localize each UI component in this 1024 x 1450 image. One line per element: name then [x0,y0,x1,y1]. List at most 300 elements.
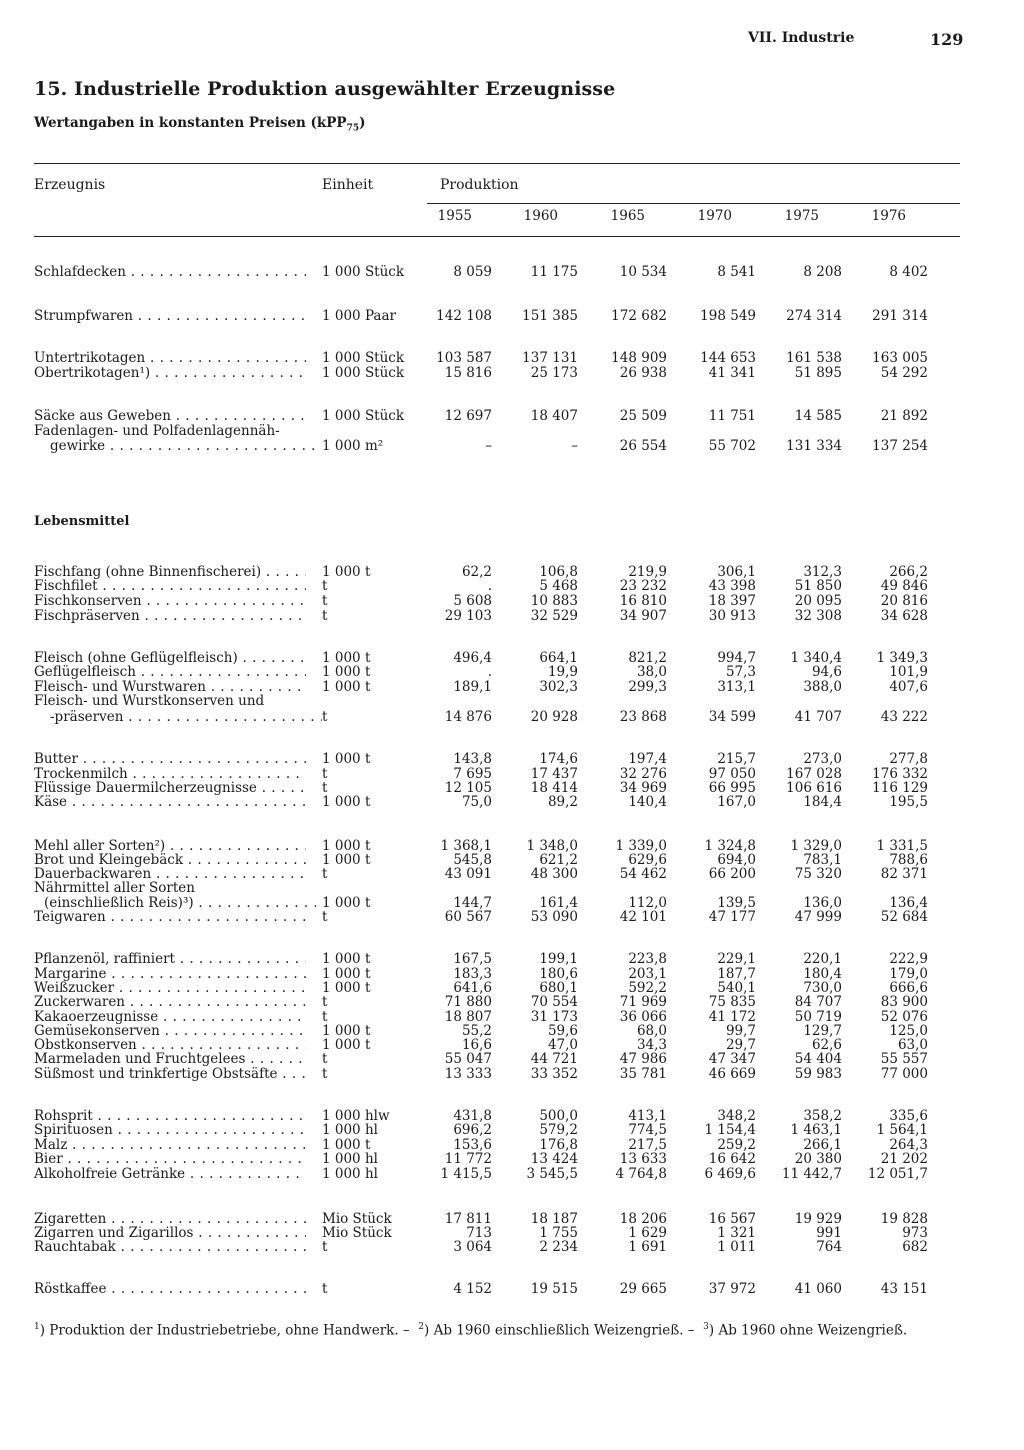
row-value-1975: 388,0 [803,679,842,695]
row-unit: 1 000 t [322,966,371,982]
row-product-name: Margarine . . . [34,966,306,982]
table-row [0,264,1024,280]
row-unit: 1 000 hl [322,1122,378,1138]
row-value-1970: 540,1 [717,980,756,996]
table-row [0,1166,1024,1182]
row-value-1955: 12 697 [444,408,492,424]
row-value-1960: 47,0 [547,1037,578,1053]
row-product-name: Flüssige Dauermilcherzeugnisse . . . [34,780,306,796]
row-value-1976: 77 000 [880,1066,928,1082]
row-value-1960: 70 554 [530,994,578,1010]
row-value-1965: 140,4 [628,794,667,810]
row-value-1970: 694,0 [717,852,756,868]
row-value-1970: 6 469,6 [704,1166,756,1182]
row-value-1955: 431,8 [453,1108,492,1124]
row-unit: 1 000 t [322,1037,371,1053]
row-value-1960: 151 385 [522,308,578,324]
row-value-1976: 125,0 [889,1023,928,1039]
row-value-1970: 1 154,4 [704,1122,756,1138]
table-row [0,909,1024,925]
table-row [0,438,1024,454]
footnotes: $^1$) Produktion der Industriebetriebe, ohne Handwerk. – $^2$) Ab 1960 einschließlich Weizengrieß. – $^3$) Ab 1960 ohne Weizengrieß. [34,1322,908,1339]
row-value-1960: 18 414 [530,780,578,796]
row-value-1960: 180,6 [539,966,578,982]
row-value-1976: 335,6 [889,1108,928,1124]
row-value-1975: 11 442,7 [781,1166,842,1182]
row-value-1976: 54 292 [880,365,928,381]
column-header-unit: Einheit [322,177,374,193]
row-product-name: Zigarren und Zigarillos . . . [34,1225,306,1241]
row-value-1955: 5 608 [453,593,492,609]
header-bottom-rule [34,236,960,237]
year-1955: 1955 [437,208,472,224]
row-value-1975: 180,4 [803,966,842,982]
row-value-1975: 312,3 [803,564,842,580]
row-value-1955: 43 091 [444,866,492,882]
row-product-name: Bier . . . [34,1151,306,1167]
row-value-1975: 51 895 [794,365,842,381]
row-product-name: Fleisch- und Wurstwaren . . . [34,679,306,695]
year-1960: 1960 [523,208,558,224]
row-value-1976: 63,0 [897,1037,928,1053]
row-value-1960: 11 175 [530,264,578,280]
row-product-name: Geflügelfleisch . . . [34,664,306,680]
row-value-1975: 20 380 [794,1151,842,1167]
footnote-3: Ab 1960 ohne Weizengrieß. [718,1322,908,1339]
row-value-1970: 348,2 [717,1108,756,1124]
row-value-1960: 20 928 [530,709,578,725]
row-value-1970: 144 653 [700,350,756,366]
row-product-name: Süßmost und trinkfertige Obstsäfte . . . [34,1066,306,1082]
row-unit: 1 000 t [322,951,371,967]
row-value-1975: 220,1 [803,951,842,967]
row-value-1965: 223,8 [628,951,667,967]
row-unit: 1 000 hl [322,1151,378,1167]
row-value-1970: 8 541 [717,264,756,280]
row-value-1976: 264,3 [889,1137,928,1153]
row-value-1970: 66 995 [708,780,756,796]
row-value-1976: 136,4 [889,895,928,911]
row-value-1976: 1 564,1 [876,1122,928,1138]
table-row [0,423,1024,439]
row-product-name: Spirituosen . . . [34,1122,306,1138]
row-value-1975: 32 308 [794,608,842,624]
row-value-1976: 163 005 [872,350,928,366]
row-value-1955: 60 567 [444,909,492,925]
row-value-1976: 291 314 [872,308,928,324]
row-value-1960: 18 187 [530,1211,578,1227]
row-unit: t [322,709,328,725]
row-unit: t [322,1281,328,1297]
row-unit: t [322,1066,328,1082]
row-product-name: Fleisch- und Wurstkonserven und [34,693,265,709]
footnote-mark-1: 1 [34,1322,40,1332]
row-value-1965: 54 462 [619,866,667,882]
row-value-1970: 215,7 [717,751,756,767]
row-value-1970: 47 177 [708,909,756,925]
row-value-1970: 1 324,8 [704,838,756,854]
row-value-1976: 43 222 [880,709,928,725]
running-head: VII. Industrie [748,30,855,46]
row-value-1976: 52 076 [880,1009,928,1025]
row-value-1965: 148 909 [611,350,667,366]
row-product-name: Butter . . . [34,751,306,767]
row-value-1960: 19,9 [547,664,578,680]
row-value-1955: 143,8 [453,751,492,767]
row-product-name: Fischfilet . . . [34,578,306,594]
row-value-1955: 29 103 [444,608,492,624]
row-value-1955: 7 695 [453,766,492,782]
table-row [0,578,1024,594]
row-value-1965: 172 682 [611,308,667,324]
row-value-1970: 187,7 [717,966,756,982]
row-value-1976: 55 557 [880,1051,928,1067]
row-value-1970: 41 341 [708,365,756,381]
row-product-name: Röstkaffee . . . [34,1281,306,1297]
row-value-1960: 19 515 [530,1281,578,1297]
year-1970: 1970 [697,208,732,224]
row-product-name: Fischpräserven . . . [34,608,306,624]
row-value-1970: 18 397 [708,593,756,609]
row-value-1970: 994,7 [717,650,756,666]
row-unit: 1 000 t [322,679,371,695]
row-value-1955: – [485,438,492,454]
row-value-1960: 3 545,5 [526,1166,578,1182]
row-value-1965: 197,4 [628,751,667,767]
row-value-1975: 136,0 [803,895,842,911]
table-row [0,794,1024,810]
row-value-1960: 89,2 [547,794,578,810]
row-value-1955: 16,6 [461,1037,492,1053]
row-value-1976: 195,5 [889,794,928,810]
row-product-name: Kakaoerzeugnisse . . . [34,1009,306,1025]
row-value-1975: 730,0 [803,980,842,996]
row-value-1960: 13 424 [530,1151,578,1167]
row-value-1960: 5 468 [539,578,578,594]
row-value-1970: 99,7 [725,1023,756,1039]
row-product-name: Obertrikotagen¹) . . . [34,365,306,381]
row-value-1976: 682 [902,1239,928,1255]
row-unit: t [322,1009,328,1025]
row-value-1975: 94,6 [811,664,842,680]
row-value-1965: 26 554 [619,438,667,454]
row-value-1965: 35 781 [619,1066,667,1082]
row-product-name: Malz . . . [34,1137,306,1153]
table-row [0,1151,1024,1167]
row-unit: 1 000 t [322,650,371,666]
row-unit: 1 000 Stück [322,408,405,424]
row-value-1976: 21 202 [880,1151,928,1167]
row-value-1976: 407,6 [889,679,928,695]
row-product-name: Gemüsekonserven . . . [34,1023,306,1039]
row-value-1975: 51 850 [794,578,842,594]
row-value-1970: 16 642 [708,1151,756,1167]
row-product-name: Zigaretten . . . [34,1211,306,1227]
year-1975: 1975 [784,208,819,224]
row-value-1975: 274 314 [786,308,842,324]
row-product-name: Säcke aus Geweben . . . [34,408,306,424]
row-product-name: Fadenlagen- und Polfadenlagennäh- [34,423,280,439]
row-value-1970: 1 011 [717,1239,756,1255]
row-value-1970: 313,1 [717,679,756,695]
row-unit: t [322,866,328,882]
row-value-1976: 34 628 [880,608,928,624]
row-unit: 1 000 Paar [322,308,396,324]
table-row [0,751,1024,767]
row-value-1975: 358,2 [803,1108,842,1124]
row-value-1955: 71 880 [444,994,492,1010]
row-product-name: Fleisch (ohne Geflügelfleisch) . . . [34,650,306,666]
table-row [0,593,1024,609]
row-value-1975: 129,7 [803,1023,842,1039]
row-value-1975: 106 616 [786,780,842,796]
row-unit: 1 000 t [322,794,371,810]
row-unit: 1 000 t [322,751,371,767]
row-value-1975: 184,4 [803,794,842,810]
production-subrule [427,203,960,204]
row-value-1976: 82 371 [880,866,928,882]
row-value-1975: 1 329,0 [790,838,842,854]
row-value-1976: 43 151 [880,1281,928,1297]
row-value-1955: 11 772 [444,1151,492,1167]
table-row [0,1239,1024,1255]
row-value-1960: 680,1 [539,980,578,996]
table-row [0,1122,1024,1138]
year-1976: 1976 [871,208,906,224]
row-unit: t [322,909,328,925]
row-value-1955: 189,1 [453,679,492,695]
row-product-name: Nährmittel aller Sorten [34,880,195,896]
row-value-1970: 29,7 [725,1037,756,1053]
row-value-1965: 413,1 [628,1108,667,1124]
table-row [0,350,1024,366]
row-value-1975: 167 028 [786,766,842,782]
row-value-1965: 629,6 [628,852,667,868]
row-value-1976: 179,0 [889,966,928,982]
row-value-1955: 696,2 [453,1122,492,1138]
row-value-1965: 29 665 [619,1281,667,1297]
row-unit: 1 000 t [322,852,371,868]
row-value-1955: 55 047 [444,1051,492,1067]
row-value-1960: 2 234 [539,1239,578,1255]
row-value-1965: 112,0 [628,895,667,911]
row-value-1975: 266,1 [803,1137,842,1153]
row-value-1965: 13 633 [619,1151,667,1167]
subtitle-subscript: 75 [346,123,360,134]
row-value-1970: 66 200 [708,866,756,882]
row-value-1975: 991 [816,1225,842,1241]
row-value-1975: 59 983 [794,1066,842,1082]
row-value-1965: 592,2 [628,980,667,996]
row-value-1975: 75 320 [794,866,842,882]
row-unit: 1 000 t [322,564,371,580]
row-product-name: Alkoholfreie Getränke . . . [34,1166,306,1182]
row-unit: 1 000 Stück [322,365,405,381]
row-value-1965: 4 764,8 [615,1166,667,1182]
row-value-1970: 198 549 [700,308,756,324]
footnote-mark-2: 2 [418,1322,425,1332]
row-value-1960: 137 131 [522,350,578,366]
row-value-1976: 116 129 [872,780,928,796]
row-value-1976: 101,9 [889,664,928,680]
row-value-1976: 666,6 [889,980,928,996]
row-value-1970: 57,3 [725,664,756,680]
column-header-product: Erzeugnis [34,177,106,193]
row-value-1955: 1 368,1 [440,838,492,854]
row-unit: 1 000 t [322,1137,371,1153]
row-product-name: Zuckerwaren . . . [34,994,306,1010]
row-value-1960: 25 173 [530,365,578,381]
row-value-1975: 131 334 [786,438,842,454]
row-value-1965: 821,2 [628,650,667,666]
row-product-name: Trockenmilch . . . [34,766,306,782]
row-value-1975: 47 999 [794,909,842,925]
row-value-1955: 15 816 [444,365,492,381]
table-row [0,408,1024,424]
row-value-1975: 41 707 [794,709,842,725]
footnote-2: Ab 1960 einschließlich Weizengrieß. – [433,1322,695,1339]
row-value-1955: 183,3 [453,966,492,982]
row-value-1960: – [571,438,578,454]
table-row [0,1051,1024,1067]
row-value-1970: 167,0 [717,794,756,810]
row-value-1975: 20 095 [794,593,842,609]
row-value-1976: 83 900 [880,994,928,1010]
row-product-name: -präserven . . . [34,709,322,725]
row-unit: t [322,994,328,1010]
row-value-1970: 41 172 [708,1009,756,1025]
footnote-mark-3: 3 [703,1322,709,1332]
table-row [0,1281,1024,1297]
row-value-1975: 161 538 [786,350,842,366]
row-unit: 1 000 t [322,895,371,911]
row-value-1960: 161,4 [539,895,578,911]
row-value-1960: 44 721 [530,1051,578,1067]
row-value-1955: 1 415,5 [440,1166,492,1182]
row-value-1965: 34,3 [636,1037,667,1053]
table-row [0,1066,1024,1082]
row-value-1970: 46 669 [708,1066,756,1082]
row-unit: t [322,578,328,594]
row-unit: 1 000 Stück [322,264,405,280]
row-value-1975: 19 929 [794,1211,842,1227]
row-value-1960: 106,8 [539,564,578,580]
section-label-food: Lebensmittel [34,514,130,529]
row-value-1965: 36 066 [619,1009,667,1025]
row-value-1960: 31 173 [530,1009,578,1025]
row-unit: Mio Stück [322,1211,392,1227]
row-value-1955: 713 [466,1225,492,1241]
row-value-1955: 153,6 [453,1137,492,1153]
row-product-name: Rohsprit . . . [34,1108,306,1124]
row-value-1970: 1 321 [717,1225,756,1241]
row-value-1960: 59,6 [547,1023,578,1039]
row-value-1970: 30 913 [708,608,756,624]
row-value-1965: 26 938 [619,365,667,381]
row-value-1965: 1 339,0 [615,838,667,854]
row-value-1976: 1 331,5 [876,838,928,854]
row-value-1975: 14 585 [794,408,842,424]
row-value-1955: 496,4 [453,650,492,666]
row-value-1965: 219,9 [628,564,667,580]
row-value-1976: 12 051,7 [867,1166,928,1182]
row-value-1965: 1 691 [628,1239,667,1255]
row-value-1976: 266,2 [889,564,928,580]
row-value-1970: 55 702 [708,438,756,454]
page-number: 129 [930,30,964,49]
row-value-1960: 302,3 [539,679,578,695]
row-value-1965: 38,0 [636,664,667,680]
row-value-1970: 16 567 [708,1211,756,1227]
row-value-1955: 14 876 [444,709,492,725]
row-unit: Mio Stück [322,1225,392,1241]
row-value-1976: 222,9 [889,951,928,967]
row-value-1960: 176,8 [539,1137,578,1153]
row-value-1965: 774,5 [628,1122,667,1138]
row-product-name: Untertrikotagen . . . [34,350,306,366]
row-value-1965: 18 206 [619,1211,667,1227]
row-value-1976: 1 349,3 [876,650,928,666]
row-unit: t [322,780,328,796]
row-value-1975: 50 719 [794,1009,842,1025]
row-product-name: Weißzucker . . . [34,980,306,996]
row-value-1955: 167,5 [453,951,492,967]
table-row [0,880,1024,896]
row-unit: 1 000 hl [322,1166,378,1182]
row-value-1965: 68,0 [636,1023,667,1039]
row-value-1955: . [487,664,492,680]
row-value-1975: 273,0 [803,751,842,767]
table-title: 15. Industrielle Produktion ausgewählter Erzeugnisse [34,78,616,100]
row-unit: t [322,593,328,609]
row-value-1965: 299,3 [628,679,667,695]
row-value-1955: 55,2 [461,1023,492,1039]
row-unit: 1 000 t [322,980,371,996]
row-unit: 1 000 t [322,664,371,680]
row-value-1965: 71 969 [619,994,667,1010]
row-value-1955: 18 807 [444,1009,492,1025]
row-value-1960: 1 348,0 [526,838,578,854]
row-value-1975: 783,1 [803,852,842,868]
row-value-1976: 8 402 [889,264,928,280]
row-value-1960: 33 352 [530,1066,578,1082]
row-value-1965: 47 986 [619,1051,667,1067]
row-value-1975: 1 340,4 [790,650,842,666]
row-product-name: Marmeladen und Fruchtgelees . . . [34,1051,306,1067]
row-product-name: Obstkonserven . . . [34,1037,306,1053]
row-value-1965: 34 907 [619,608,667,624]
top-rule [34,163,960,164]
row-value-1965: 203,1 [628,966,667,982]
row-unit: 1 000 t [322,1023,371,1039]
row-unit: t [322,608,328,624]
row-product-name: Teigwaren . . . [34,909,306,925]
row-unit: t [322,1239,328,1255]
row-value-1975: 54 404 [794,1051,842,1067]
row-value-1970: 139,5 [717,895,756,911]
row-value-1965: 16 810 [619,593,667,609]
row-value-1960: 10 883 [530,593,578,609]
row-value-1965: 10 534 [619,264,667,280]
row-product-name: Schlafdecken . . . [34,264,306,280]
row-value-1955: 144,7 [453,895,492,911]
row-value-1960: 32 529 [530,608,578,624]
row-product-name: Käse . . . [34,794,306,810]
row-product-name: Rauchtabak . . . [34,1239,306,1255]
row-value-1955: 103 587 [436,350,492,366]
row-product-name: Fischkonserven . . . [34,593,306,609]
row-value-1976: 176 332 [872,766,928,782]
